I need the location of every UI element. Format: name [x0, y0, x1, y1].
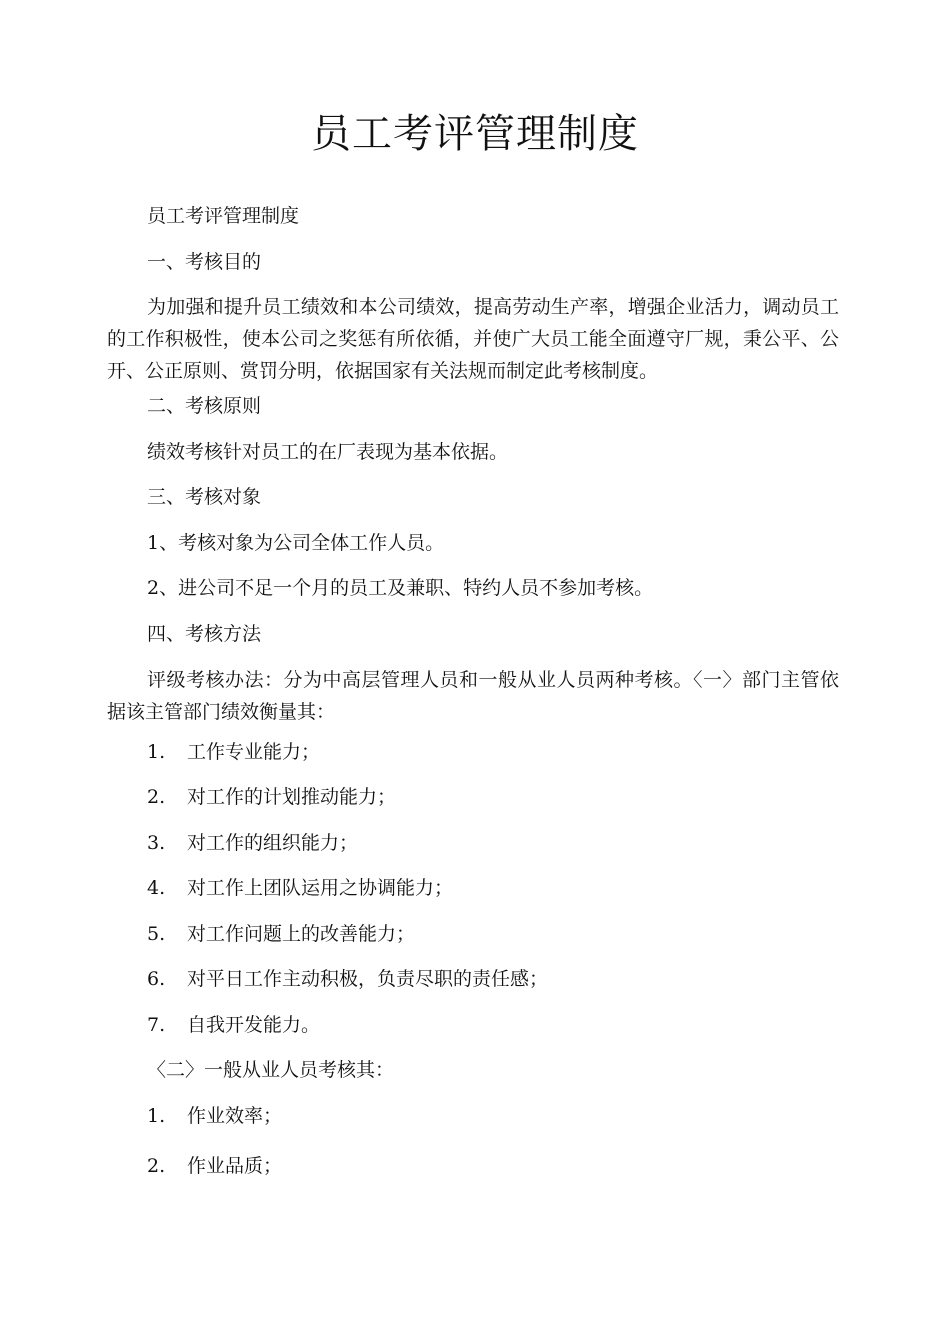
list-item: [147, 1009, 320, 1041]
list-item: 2、进公司不足一个月的员工及兼职、特约人员不参加考核。: [147, 577, 654, 599]
list-number: 4.: [147, 877, 166, 899]
list-item: [147, 781, 396, 813]
subtitle: 员工考评管理制度: [147, 205, 300, 227]
section-heading-principle: 二、考核原则: [147, 395, 262, 417]
list-text: 作业品质；: [187, 1155, 283, 1177]
list-item: [147, 1150, 282, 1182]
list-item: [147, 872, 453, 904]
list-item: [147, 827, 358, 859]
list-item: [147, 736, 320, 768]
list-text: 对工作问题上的改善能力；: [187, 923, 416, 945]
list-text: 对工作的组织能力；: [187, 832, 359, 854]
list-item: 1、考核对象为公司全体工作人员。: [147, 532, 445, 554]
list-text: 工作专业能力；: [187, 741, 321, 763]
page-title: 员工考评管理制度: [311, 111, 639, 157]
list-text: 对平日工作主动积极，负责尽职的责任感；: [187, 968, 549, 990]
list-item: [147, 963, 548, 995]
list-text: 对工作的计划推动能力；: [187, 786, 397, 808]
list-text: 作业效率；: [187, 1105, 283, 1127]
list-number: 2.: [147, 1155, 166, 1177]
list-text: 对工作上团队运用之协调能力；: [187, 877, 454, 899]
list-number: 5.: [147, 923, 166, 945]
section-heading-purpose: 一、考核目的: [147, 251, 262, 273]
list-item: [147, 1100, 282, 1132]
list-number: 2.: [147, 786, 166, 808]
list-number: 1.: [147, 1105, 166, 1127]
list-number: 3.: [147, 832, 166, 854]
section-heading-method: 四、考核方法: [147, 623, 262, 645]
list-number: 7.: [147, 1014, 166, 1036]
paragraph-purpose: 为加强和提升员工绩效和本公司绩效，提高劳动生产率，增强企业活力，调动员工的工作积极性，使本公司之奖惩有所依循，并使广大员工能全面遵守厂规，秉公平、公开、公正原则、赏罚分明，依据国家有关法规而制定此考核制度。: [107, 296, 839, 382]
list-text: 自我开发能力。: [187, 1014, 321, 1036]
list-number: 6.: [147, 968, 166, 990]
section-heading-target: 三、考核对象: [147, 486, 262, 508]
list-number: 1.: [147, 741, 166, 763]
section-subheading-general: 〈二〉一般从业人员考核其：: [147, 1059, 395, 1081]
list-item: [147, 918, 415, 950]
paragraph-method: 评级考核办法：分为中高层管理人员和一般从业人员两种考核。〈一〉部门主管依据该主管部门绩效衡量其：: [107, 669, 839, 723]
paragraph-principle: 绩效考核针对员工的在厂表现为基本依据。: [147, 441, 509, 463]
